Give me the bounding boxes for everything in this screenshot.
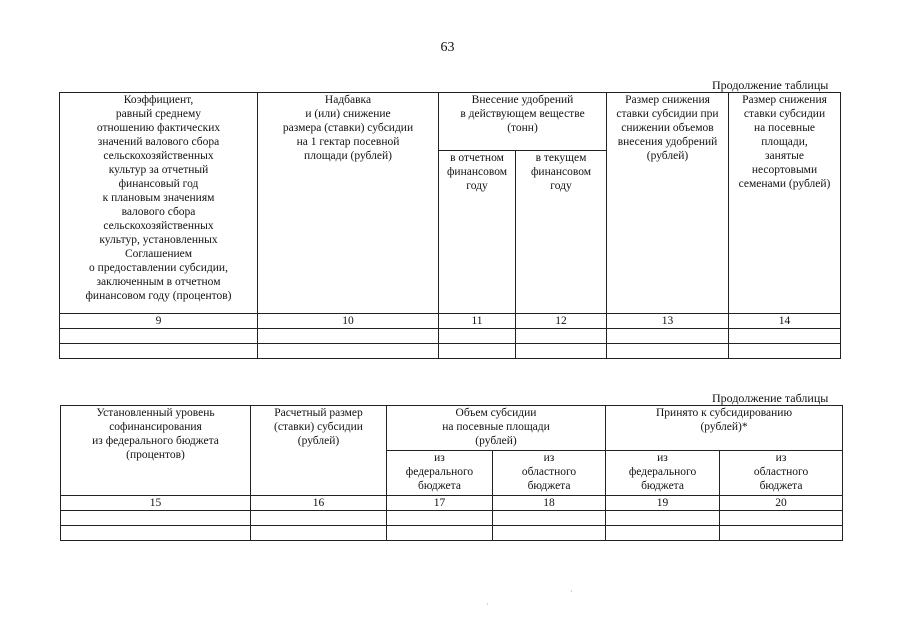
subsidy-table-part-2	[60, 405, 843, 541]
table-cell	[493, 511, 606, 526]
header-accepted-for-subsidy: Принято к субсидированию (рублей)*	[606, 406, 843, 451]
table-cell	[258, 329, 439, 344]
column-number: 14	[729, 314, 841, 329]
header-markup: Надбавка и (или) снижение размера (ставки) субсидии на 1 гектар посевной площади (рублей)	[258, 93, 439, 314]
table-cell	[729, 329, 841, 344]
table-cell	[251, 511, 387, 526]
table-cell	[607, 329, 729, 344]
page-number: 63	[440, 40, 455, 55]
table-cell	[516, 329, 607, 344]
column-number: 13	[607, 314, 729, 329]
header-accepted-federal: из федерального бюджета	[606, 451, 720, 496]
header-coefficient: Коэффициент, равный среднему отношению фактических значений валового сбора сельскохозяйственных культур за отчетный финансовый год к плановым значениям валового сбора сельскохозяйственных культур, установленных Соглашением о предоставлении субсидии, заключенным в отчетном финансовом году (процентов)	[60, 93, 258, 314]
column-number: 20	[720, 496, 843, 511]
table-cell	[720, 511, 843, 526]
header-reduction-seeds: Размер снижения ставки субсидии на посевные площади, занятые несортовыми семенами (рублей)	[729, 93, 841, 314]
header-fertilizer-current-year: в текущем финансовом году	[516, 151, 607, 314]
table-row	[60, 344, 841, 359]
table-cell	[61, 511, 251, 526]
column-number: 10	[258, 314, 439, 329]
column-number: 15	[61, 496, 251, 511]
column-number: 11	[439, 314, 516, 329]
scan-speck: ·	[486, 600, 489, 609]
column-number: 18	[493, 496, 606, 511]
table-row	[61, 511, 843, 526]
continuation-label-2: Продолжение таблицы	[712, 391, 829, 405]
continuation-label-1: Продолжение таблицы	[712, 78, 829, 92]
header-fertilizer-reporting-year: в отчетном финансовом году	[439, 151, 516, 314]
column-number: 19	[606, 496, 720, 511]
header-accepted-regional: из областного бюджета	[720, 451, 843, 496]
subsidy-table-part-1	[59, 92, 841, 359]
header-reduction-fertilizer: Размер снижения ставки субсидии при снижении объемов внесения удобрений (рублей)	[607, 93, 729, 314]
table-cell	[439, 329, 516, 344]
header-calculated-rate: Расчетный размер (ставки) субсидии (рублей)	[251, 406, 387, 496]
scan-speck: ·	[570, 587, 573, 596]
table-cell	[258, 344, 439, 359]
table-cell	[61, 526, 251, 541]
column-number-row	[60, 314, 841, 329]
table-cell	[607, 344, 729, 359]
column-number: 9	[60, 314, 258, 329]
table-cell	[493, 526, 606, 541]
column-number: 12	[516, 314, 607, 329]
table-cell	[606, 511, 720, 526]
column-number: 17	[387, 496, 493, 511]
table-cell	[60, 329, 258, 344]
header-subsidy-volume: Объем субсидии на посевные площади (рублей)	[387, 406, 606, 451]
table-cell	[387, 511, 493, 526]
column-number-row	[61, 496, 843, 511]
header-volume-federal: из федерального бюджета	[387, 451, 493, 496]
column-number: 16	[251, 496, 387, 511]
table-cell	[439, 344, 516, 359]
table-cell	[606, 526, 720, 541]
table-cell	[729, 344, 841, 359]
table-cell	[60, 344, 258, 359]
table-row	[61, 526, 843, 541]
header-volume-regional: из областного бюджета	[493, 451, 606, 496]
table-row	[60, 329, 841, 344]
table-cell	[387, 526, 493, 541]
header-fertilizer: Внесение удобрений в действующем веществе (тонн)	[439, 93, 607, 151]
header-cofinancing-level: Установленный уровень софинансирования из федерального бюджета (процентов)	[61, 406, 251, 496]
table-cell	[720, 526, 843, 541]
table-cell	[251, 526, 387, 541]
table-cell	[516, 344, 607, 359]
